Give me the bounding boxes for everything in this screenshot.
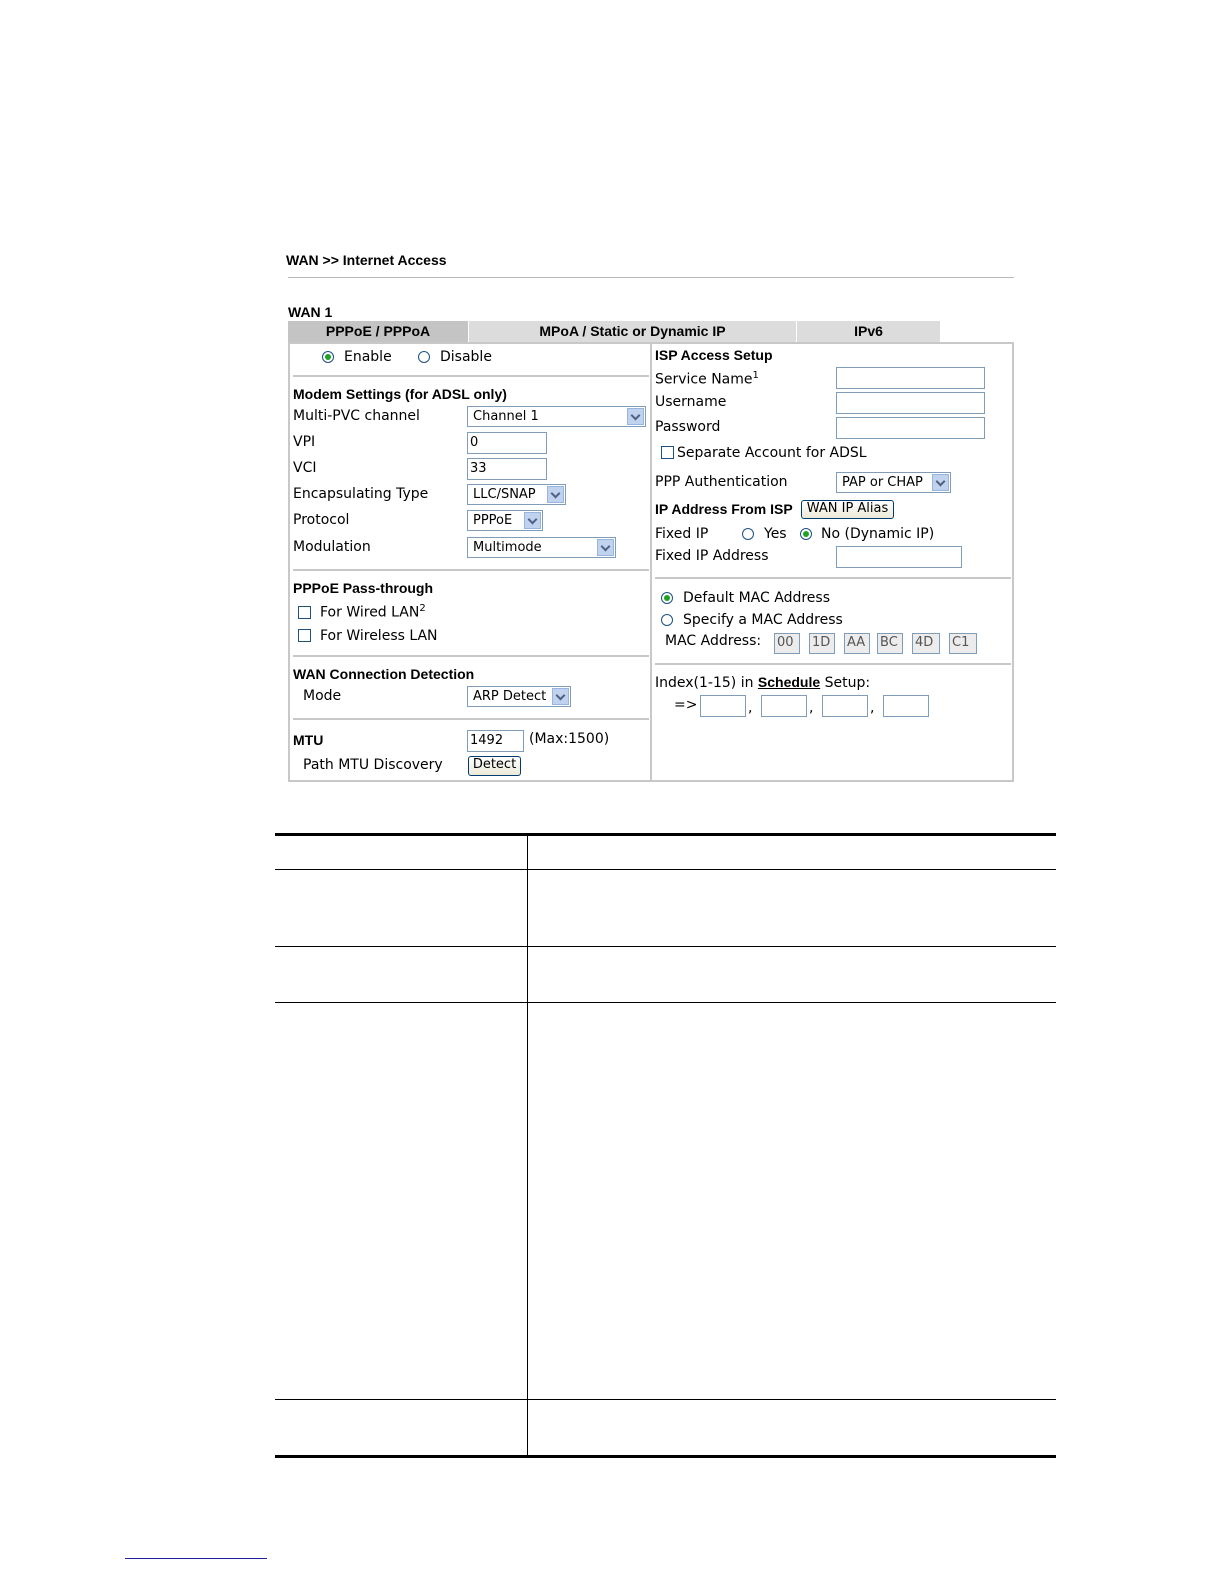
password-input[interactable] — [836, 417, 985, 439]
fixed-ip-no-label: No (Dynamic IP) — [821, 526, 935, 542]
separator-comma: , — [870, 700, 875, 716]
mac-octet-2[interactable]: 1D — [809, 633, 835, 654]
encap-select[interactable] — [467, 484, 566, 505]
mtu-max-label: (Max:1500) — [529, 731, 610, 747]
fixed-ip-yes-label: Yes — [764, 526, 787, 542]
section-divider — [293, 375, 649, 377]
default-mac-radio[interactable] — [661, 592, 673, 604]
default-mac-label: Default MAC Address — [683, 590, 830, 606]
detection-title: WAN Connection Detection — [293, 666, 475, 682]
tab-ipv6[interactable]: IPv6 — [797, 321, 941, 342]
tab-mpoa[interactable]: MPoA / Static or Dynamic IP — [469, 321, 797, 342]
username-input[interactable] — [836, 392, 985, 414]
chevron-down-icon — [547, 486, 564, 503]
fixed-ip-label: Fixed IP — [655, 526, 709, 542]
wireless-lan-checkbox[interactable] — [298, 629, 311, 642]
fixed-ip-address-label: Fixed IP Address — [655, 548, 769, 564]
wireless-lan-label: For Wireless LAN — [320, 628, 438, 644]
isp-access-title: ISP Access Setup — [655, 347, 773, 363]
encap-value: LLC/SNAP — [473, 487, 536, 502]
chevron-down-icon — [597, 539, 614, 556]
chevron-down-icon — [524, 512, 541, 529]
schedule-index-2[interactable] — [761, 695, 807, 717]
wan-label: WAN 1 — [288, 304, 333, 320]
tab-pppoe[interactable]: PPPoE / PPPoA — [288, 321, 469, 342]
vpi-label: VPI — [293, 434, 316, 450]
mac-octet-1[interactable]: 00 — [774, 633, 800, 654]
schedule-index-3[interactable] — [822, 695, 868, 717]
schedule-index-4[interactable] — [883, 695, 929, 717]
mode-select[interactable] — [467, 686, 571, 707]
password-label: Password — [655, 419, 721, 435]
wired-lan-label: For Wired LAN$^2$ — [320, 603, 426, 621]
panel-divider — [650, 344, 652, 780]
table-row-rule — [275, 1002, 1056, 1003]
multipvc-value: Channel 1 — [473, 409, 539, 424]
chevron-down-icon — [552, 688, 569, 705]
vpi-input[interactable]: 0 — [467, 432, 547, 454]
vci-input[interactable]: 33 — [467, 458, 547, 480]
service-name-input[interactable] — [836, 367, 985, 389]
schedule-arrow: => — [674, 697, 698, 713]
detect-button[interactable]: Detect — [468, 756, 521, 776]
passthrough-title: PPPoE Pass-through — [293, 580, 434, 596]
pmtu-label: Path MTU Discovery — [303, 757, 443, 773]
chevron-down-icon — [932, 474, 949, 491]
fixed-ip-address-input[interactable] — [836, 546, 962, 568]
mtu-input[interactable]: 1492 — [467, 730, 524, 752]
fixed-ip-no-radio[interactable] — [800, 528, 812, 540]
multipvc-label: Multi-PVC channel — [293, 408, 420, 424]
section-divider — [293, 569, 649, 571]
table-row-rule — [275, 869, 1056, 870]
footnote-rule — [125, 1558, 267, 1559]
disable-radio[interactable] — [418, 351, 430, 363]
modulation-value: Multimode — [473, 540, 542, 555]
mtu-title: MTU — [293, 732, 324, 748]
page-title: WAN >> Internet Access — [286, 252, 447, 268]
ppp-auth-label: PPP Authentication — [655, 474, 788, 490]
table-column-divider — [527, 836, 528, 1455]
table-top-rule — [275, 833, 1056, 836]
mac-octet-6[interactable]: C1 — [949, 633, 977, 654]
separator-comma: , — [748, 700, 753, 716]
ppp-auth-value: PAP or CHAP — [842, 475, 923, 490]
encap-label: Encapsulating Type — [293, 486, 429, 502]
protocol-select[interactable] — [467, 510, 543, 531]
chevron-down-icon — [627, 408, 644, 425]
mac-octet-5[interactable]: 4D — [912, 633, 940, 654]
disable-label: Disable — [440, 349, 492, 365]
specify-mac-label: Specify a MAC Address — [683, 612, 843, 628]
enable-label: Enable — [344, 349, 392, 365]
protocol-label: Protocol — [293, 512, 350, 528]
vci-label: VCI — [293, 460, 317, 476]
mode-value: ARP Detect — [473, 689, 547, 704]
separate-account-checkbox[interactable] — [661, 446, 674, 459]
fixed-ip-yes-radio[interactable] — [742, 528, 754, 540]
modulation-label: Modulation — [293, 539, 371, 555]
protocol-value: PPPoE — [473, 513, 513, 528]
wired-lan-checkbox[interactable] — [298, 606, 311, 619]
modulation-select[interactable] — [467, 537, 616, 558]
mode-label: Mode — [303, 688, 342, 704]
schedule-index-1[interactable] — [700, 695, 746, 717]
separator-comma: , — [809, 700, 814, 716]
mac-octet-4[interactable]: BC — [877, 633, 903, 654]
mac-address-label: MAC Address: — [665, 633, 762, 649]
schedule-link[interactable]: Schedule — [757, 674, 821, 690]
service-name-label: Service Name$^1$ — [655, 370, 759, 388]
enable-radio[interactable] — [322, 351, 334, 363]
separate-account-label: Separate Account for ADSL — [677, 445, 867, 461]
ppp-auth-select[interactable] — [836, 472, 951, 493]
section-divider — [655, 663, 1011, 665]
title-divider — [288, 277, 1014, 278]
section-divider — [293, 718, 649, 720]
section-divider — [655, 577, 1011, 579]
wan-ip-alias-button[interactable]: WAN IP Alias — [801, 500, 894, 519]
username-label: Username — [655, 394, 727, 410]
section-divider — [293, 655, 649, 657]
schedule-index-label: Index(1-15) in Schedule Setup: — [655, 674, 871, 691]
table-bottom-rule — [275, 1455, 1056, 1458]
multipvc-select[interactable] — [467, 406, 646, 427]
table-row-rule — [275, 1399, 1056, 1400]
mac-octet-3[interactable]: AA — [844, 633, 870, 654]
table-row-rule — [275, 946, 1056, 947]
modem-settings-title: Modem Settings (for ADSL only) — [293, 386, 507, 402]
specify-mac-radio[interactable] — [661, 614, 673, 626]
ip-from-isp-title: IP Address From ISP — [655, 501, 793, 517]
